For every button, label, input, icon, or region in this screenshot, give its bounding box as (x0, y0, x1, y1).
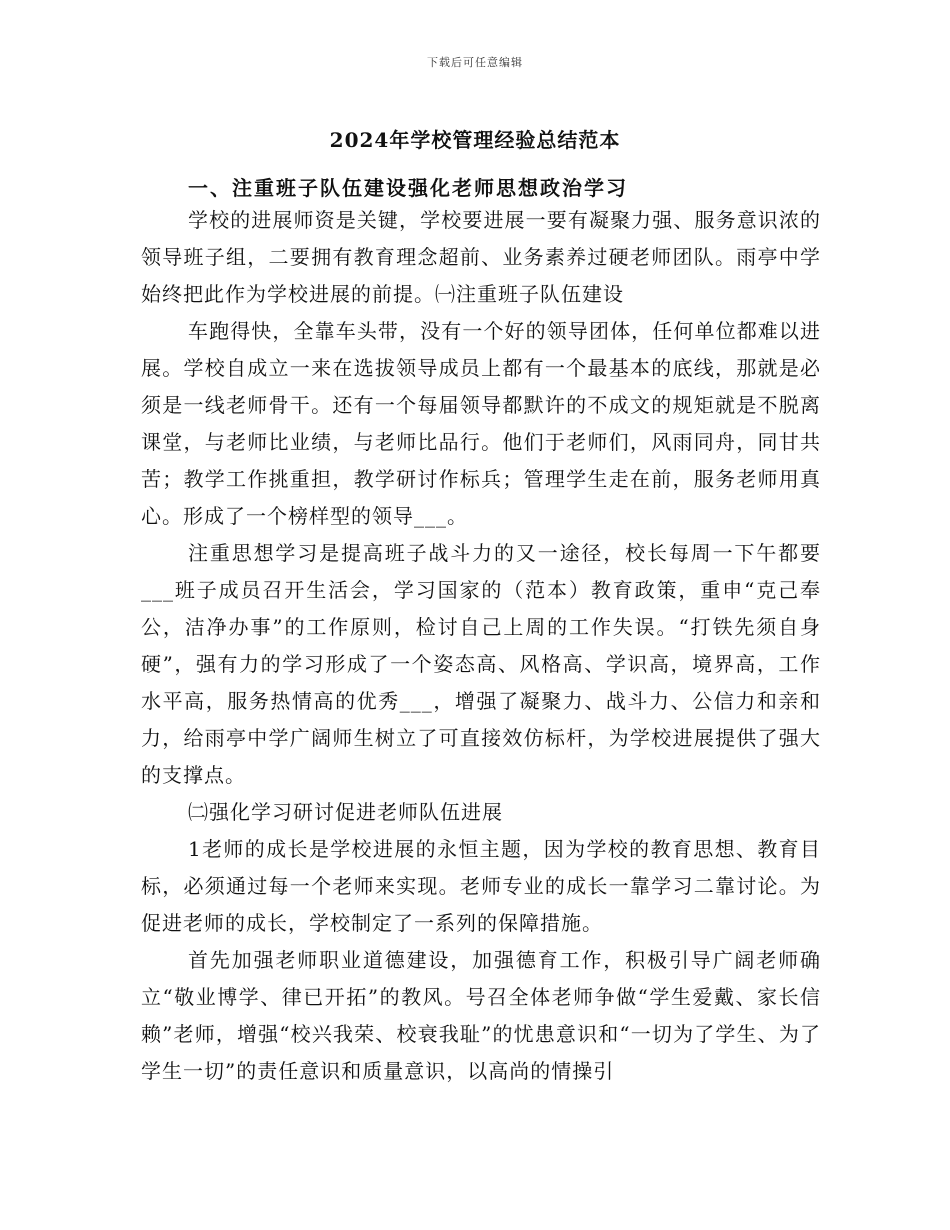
section-heading: 一、注重班子队伍建设强化老师思想政治学习 (188, 176, 628, 200)
paragraph: 车跑得快，全靠车头带，没有一个好的领导团体，任何单位都难以进展。学校自成立一来在选拔领导成员上都有一个最基本的底线，那就是必须是一线老师骨干。还有一个每届领导都默许的不成文的规矩就是不脱离课堂，与老师比业绩，与老师比品行。他们于老师们，风雨同舟，同甘共苦；教学工作挑重担，教学研讨作标兵；管理学生走在前，服务老师用真心。形成了一个榜样型的领导___。 (141, 319, 821, 528)
paragraph: 学校的进展师资是关键，学校要进展一要有凝聚力强、服务意识浓的领导班子组，二要拥有教育理念超前、业务素养过硬老师团队。雨亭中学始终把此作为学校进展的前提。㈠注重班子队伍建设 (141, 208, 821, 306)
paragraph: 1老师的成长是学校进展的永恒主题，因为学校的教育思想、教育目标，必须通过每一个老师来实现。老师专业的成长一靠学习二靠讨论。为促进老师的成长，学校制定了一系列的保障措施。 (141, 837, 821, 935)
paragraph: 首先加强老师职业道德建设，加强德育工作，积极引导广阔老师确立“敬业博学、律已开拓”的教风。号召全体老师争做“学生爱戴、家长信赖”老师，增强“校兴我荣、校衰我耻”的忧患意识和“一切为了学生、为了学生一切”的责任意识和质量意识，以高尚的情操引 (141, 948, 821, 1083)
document-body (141, 202, 821, 1090)
paragraph: 注重思想学习是提高班子战斗力的又一途径，校长每周一下午都要___班子成员召开生活会，学习国家的（范本）教育政策，重申“克己奉公，洁净办事”的工作原则，检讨自己上周的工作失误。“打铁先须自身硬”，强有力的学习形成了一个姿态高、风格高、学识高，境界高，工作水平高，服务热情高的优秀___，增强了凝聚力、战斗力、公信力和亲和力，给雨亭中学广阔师生树立了可直接效仿标杆，为学校进展提供了强大的支撑点。 (141, 541, 821, 787)
document-title: 2024年学校管理经验总结范本 (329, 128, 621, 152)
subsection-heading: ㈡强化学习研讨促进老师队伍进展 (188, 800, 503, 824)
header-note: 下载后可任意编辑 (427, 56, 523, 69)
